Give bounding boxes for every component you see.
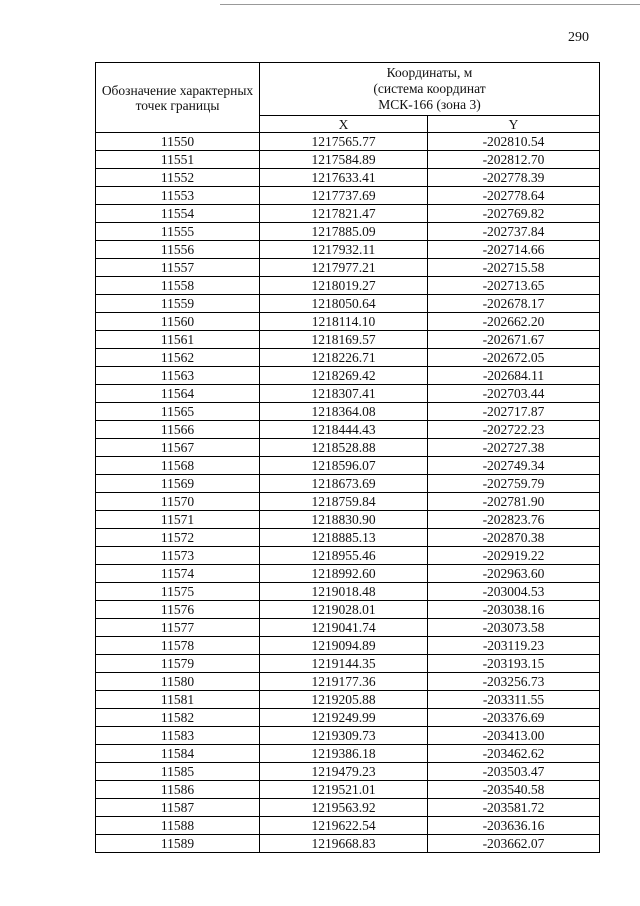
- y-cell: -202671.67: [428, 331, 600, 349]
- point-cell: 11555: [96, 223, 260, 241]
- table-row: [96, 223, 600, 241]
- table-body: [96, 133, 600, 853]
- y-cell: -202713.65: [428, 277, 600, 295]
- table-row: [96, 817, 600, 835]
- x-cell: 1219309.73: [260, 727, 428, 745]
- x-cell: 1217584.89: [260, 151, 428, 169]
- table-row: [96, 781, 600, 799]
- y-column-header: Y: [428, 116, 600, 133]
- x-cell: 1217737.69: [260, 187, 428, 205]
- x-cell: 1219563.92: [260, 799, 428, 817]
- point-cell: 11572: [96, 529, 260, 547]
- top-rule: [220, 4, 640, 5]
- x-cell: 1218955.46: [260, 547, 428, 565]
- y-cell: -203073.58: [428, 619, 600, 637]
- table-row: [96, 547, 600, 565]
- point-cell: 11588: [96, 817, 260, 835]
- x-cell: 1218114.10: [260, 313, 428, 331]
- y-cell: -202703.44: [428, 385, 600, 403]
- point-cell: 11569: [96, 475, 260, 493]
- y-cell: -202727.38: [428, 439, 600, 457]
- y-cell: -202778.39: [428, 169, 600, 187]
- table-row: [96, 277, 600, 295]
- x-cell: 1218050.64: [260, 295, 428, 313]
- x-cell: 1217565.77: [260, 133, 428, 151]
- y-cell: -203503.47: [428, 763, 600, 781]
- point-cell: 11561: [96, 331, 260, 349]
- table-row: [96, 385, 600, 403]
- table-row: [96, 565, 600, 583]
- table-row: [96, 745, 600, 763]
- table-row: [96, 601, 600, 619]
- y-cell: -203413.00: [428, 727, 600, 745]
- point-cell: 11556: [96, 241, 260, 259]
- point-cell: 11577: [96, 619, 260, 637]
- y-cell: -203193.15: [428, 655, 600, 673]
- x-cell: 1218992.60: [260, 565, 428, 583]
- x-cell: 1219177.36: [260, 673, 428, 691]
- point-cell: 11551: [96, 151, 260, 169]
- y-cell: -202678.17: [428, 295, 600, 313]
- point-cell: 11562: [96, 349, 260, 367]
- x-cell: 1219479.23: [260, 763, 428, 781]
- x-cell: 1219386.18: [260, 745, 428, 763]
- y-cell: -203636.16: [428, 817, 600, 835]
- x-cell: 1219668.83: [260, 835, 428, 853]
- point-column-header: Обозначение характерных точек границы: [96, 63, 260, 133]
- point-cell: 11580: [96, 673, 260, 691]
- point-cell: 11559: [96, 295, 260, 313]
- table-row: [96, 241, 600, 259]
- x-cell: 1218885.13: [260, 529, 428, 547]
- x-cell: 1217932.11: [260, 241, 428, 259]
- y-cell: -202717.87: [428, 403, 600, 421]
- table-row: [96, 529, 600, 547]
- point-cell: 11585: [96, 763, 260, 781]
- x-cell: 1219521.01: [260, 781, 428, 799]
- table-row: [96, 619, 600, 637]
- y-cell: -203662.07: [428, 835, 600, 853]
- point-cell: 11575: [96, 583, 260, 601]
- table-row: [96, 259, 600, 277]
- table-row: [96, 727, 600, 745]
- y-cell: -203376.69: [428, 709, 600, 727]
- coordinates-table: [95, 62, 600, 853]
- x-cell: 1219249.99: [260, 709, 428, 727]
- point-cell: 11552: [96, 169, 260, 187]
- table-row: [96, 313, 600, 331]
- point-cell: 11581: [96, 691, 260, 709]
- x-cell: 1217885.09: [260, 223, 428, 241]
- point-cell: 11567: [96, 439, 260, 457]
- table-row: [96, 331, 600, 349]
- y-cell: -203038.16: [428, 601, 600, 619]
- point-cell: 11573: [96, 547, 260, 565]
- x-cell: 1218528.88: [260, 439, 428, 457]
- y-cell: -202749.34: [428, 457, 600, 475]
- x-cell: 1218596.07: [260, 457, 428, 475]
- point-cell: 11553: [96, 187, 260, 205]
- y-cell: -202810.54: [428, 133, 600, 151]
- table-row: [96, 421, 600, 439]
- x-cell: 1218307.41: [260, 385, 428, 403]
- x-cell: 1218019.27: [260, 277, 428, 295]
- y-cell: -203256.73: [428, 673, 600, 691]
- point-cell: 11584: [96, 745, 260, 763]
- table-row: [96, 187, 600, 205]
- point-cell: 11583: [96, 727, 260, 745]
- x-cell: 1219041.74: [260, 619, 428, 637]
- x-cell: 1218269.42: [260, 367, 428, 385]
- y-cell: -202714.66: [428, 241, 600, 259]
- table-row: [96, 403, 600, 421]
- y-cell: -202737.84: [428, 223, 600, 241]
- x-cell: 1219622.54: [260, 817, 428, 835]
- x-cell: 1217821.47: [260, 205, 428, 223]
- point-cell: 11589: [96, 835, 260, 853]
- x-column-header: X: [260, 116, 428, 133]
- table-row: [96, 673, 600, 691]
- table-row: [96, 439, 600, 457]
- x-cell: 1218226.71: [260, 349, 428, 367]
- y-cell: -202963.60: [428, 565, 600, 583]
- y-cell: -203581.72: [428, 799, 600, 817]
- x-cell: 1218444.43: [260, 421, 428, 439]
- y-cell: -202812.70: [428, 151, 600, 169]
- table-row: [96, 763, 600, 781]
- y-cell: -203462.62: [428, 745, 600, 763]
- table-row: [96, 835, 600, 853]
- x-cell: 1218830.90: [260, 511, 428, 529]
- table-row: [96, 475, 600, 493]
- table-row: [96, 691, 600, 709]
- point-cell: 11570: [96, 493, 260, 511]
- table-row: [96, 151, 600, 169]
- y-cell: -202823.76: [428, 511, 600, 529]
- x-cell: 1217977.21: [260, 259, 428, 277]
- table-row: [96, 655, 600, 673]
- y-cell: -202715.58: [428, 259, 600, 277]
- x-cell: 1218364.08: [260, 403, 428, 421]
- table-row: [96, 493, 600, 511]
- point-cell: 11550: [96, 133, 260, 151]
- point-cell: 11578: [96, 637, 260, 655]
- point-cell: 11563: [96, 367, 260, 385]
- y-cell: -202722.23: [428, 421, 600, 439]
- point-cell: 11565: [96, 403, 260, 421]
- point-cell: 11564: [96, 385, 260, 403]
- table-row: [96, 367, 600, 385]
- x-cell: 1218673.69: [260, 475, 428, 493]
- table-row: [96, 349, 600, 367]
- point-cell: 11579: [96, 655, 260, 673]
- x-cell: 1219144.35: [260, 655, 428, 673]
- coordinates-header-line2: (система координат: [373, 81, 486, 96]
- point-cell: 11571: [96, 511, 260, 529]
- x-cell: 1219028.01: [260, 601, 428, 619]
- point-cell: 11554: [96, 205, 260, 223]
- y-cell: -203119.23: [428, 637, 600, 655]
- point-cell: 11576: [96, 601, 260, 619]
- x-cell: 1219205.88: [260, 691, 428, 709]
- table-row: [96, 799, 600, 817]
- y-cell: -203004.53: [428, 583, 600, 601]
- y-cell: -202684.11: [428, 367, 600, 385]
- table-header: [96, 63, 600, 133]
- x-cell: 1219094.89: [260, 637, 428, 655]
- coordinates-header-line3: МСК-166 (зона 3): [378, 97, 481, 112]
- table-row: [96, 295, 600, 313]
- y-cell: -202870.38: [428, 529, 600, 547]
- point-cell: 11586: [96, 781, 260, 799]
- page-number: 290: [568, 30, 589, 45]
- y-cell: -203311.55: [428, 691, 600, 709]
- y-cell: -202778.64: [428, 187, 600, 205]
- point-cell: 11587: [96, 799, 260, 817]
- coordinates-column-header: [260, 63, 600, 116]
- coordinates-header-line1: Координаты, м: [386, 65, 473, 80]
- y-cell: -202919.22: [428, 547, 600, 565]
- point-cell: 11582: [96, 709, 260, 727]
- x-cell: 1218169.57: [260, 331, 428, 349]
- table-row: [96, 133, 600, 151]
- table-row: [96, 709, 600, 727]
- y-cell: -203540.58: [428, 781, 600, 799]
- table-row: [96, 637, 600, 655]
- point-cell: 11560: [96, 313, 260, 331]
- x-cell: 1219018.48: [260, 583, 428, 601]
- table-row: [96, 511, 600, 529]
- y-cell: -202769.82: [428, 205, 600, 223]
- point-cell: 11558: [96, 277, 260, 295]
- x-cell: 1217633.41: [260, 169, 428, 187]
- point-cell: 11568: [96, 457, 260, 475]
- table-row: [96, 169, 600, 187]
- y-cell: -202781.90: [428, 493, 600, 511]
- point-cell: 11557: [96, 259, 260, 277]
- table-row: [96, 205, 600, 223]
- point-cell: 11566: [96, 421, 260, 439]
- table-row: [96, 457, 600, 475]
- point-cell: 11574: [96, 565, 260, 583]
- x-cell: 1218759.84: [260, 493, 428, 511]
- table-row: [96, 583, 600, 601]
- y-cell: -202662.20: [428, 313, 600, 331]
- y-cell: -202759.79: [428, 475, 600, 493]
- y-cell: -202672.05: [428, 349, 600, 367]
